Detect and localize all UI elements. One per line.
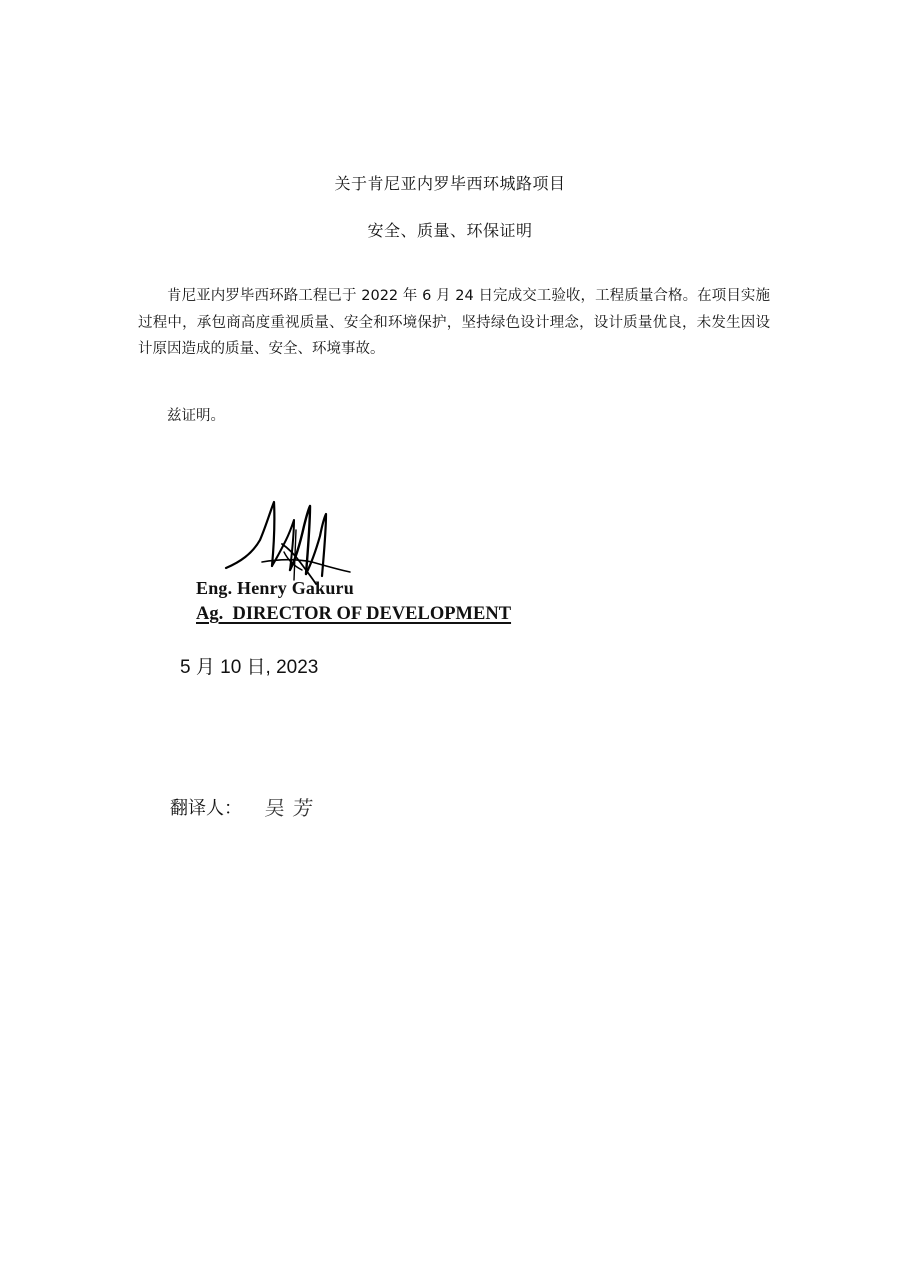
translator-label: 翻译人： [170,798,242,819]
signatory-name: Eng. Henry Gakuru [196,578,354,598]
translator-name: 吴芳 [263,796,323,820]
closing-statement: 兹证明。 [167,408,225,424]
body-paragraph: 肯尼亚内罗毕西环路工程已于 2022 年 6 月 24 日完成交工验收，工程质量合格。在项目实施过程中，承包商高度重视质量、安全和环境保护，坚持绿色设计理念，设计质量优良，未发生因设计原因造成的质量、安全、环境事故。 [138,288,770,357]
document-date: 5 月 10 日, 2023 [180,657,319,678]
document-title: 关于肯尼亚内罗毕西环城路项目 [334,174,566,193]
document-subtitle: 安全、质量、环保证明 [367,221,533,240]
signatory-title: Ag. DIRECTOR OF DEVELOPMENT [196,604,512,624]
